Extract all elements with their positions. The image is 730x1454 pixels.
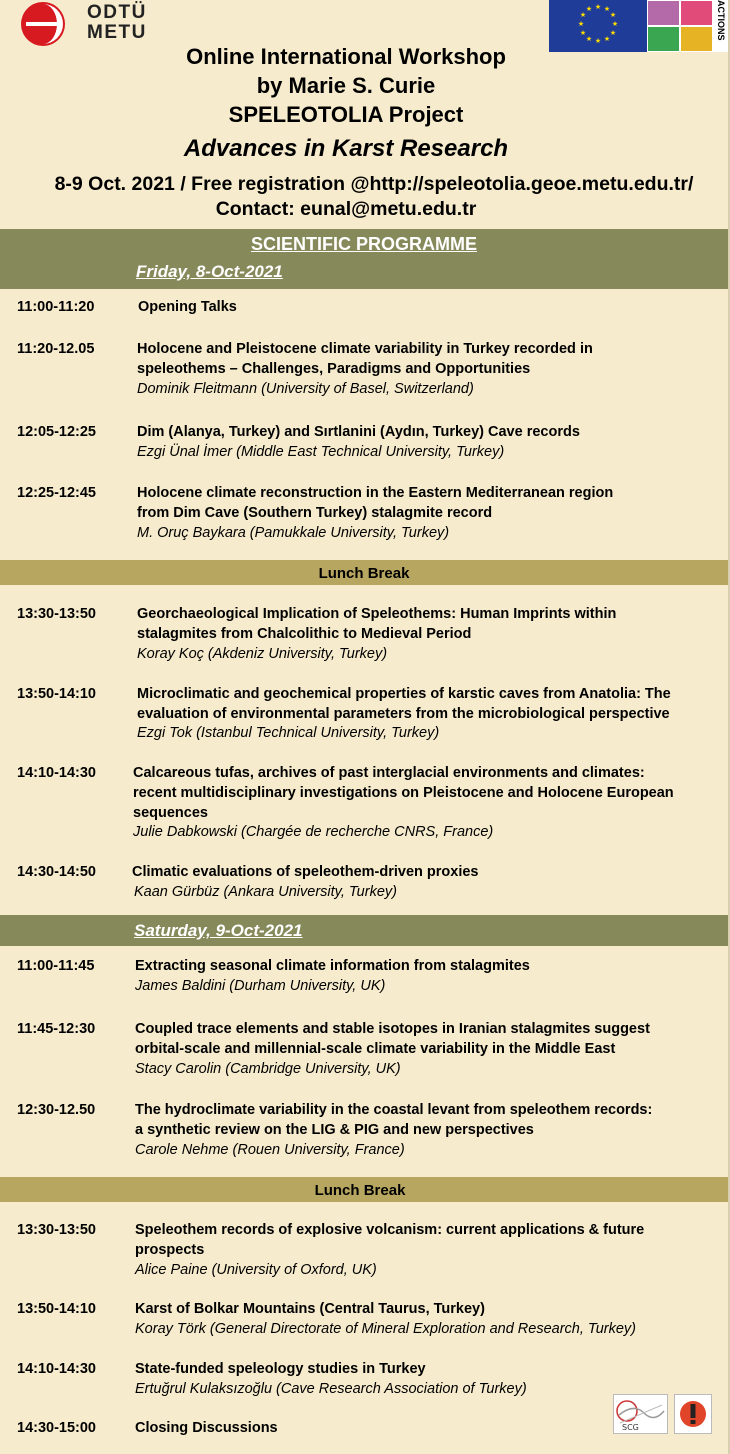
- session-speaker: Koray Törk (General Directorate of Mineral Exploration and Research, Turkey): [135, 1321, 636, 1337]
- session-title: speleothems – Challenges, Paradigms and Opportunities: [137, 361, 531, 377]
- title-line-1: Online International Workshop: [186, 44, 506, 69]
- session-title: State-funded speleology studies in Turkey: [135, 1361, 426, 1377]
- session-time: 12:30-12.50: [17, 1102, 96, 1118]
- session-title: sequences: [133, 805, 208, 821]
- logo-line-metu: METU: [87, 22, 147, 43]
- portrait-tile: [647, 0, 680, 26]
- session-title: Extracting seasonal climate information from stalagmites: [135, 958, 530, 974]
- day1-label: Friday, 8-Oct-2021: [136, 262, 283, 281]
- session-speaker: Ezgi Ünal İmer (Middle East Technical University, Turkey): [137, 444, 505, 460]
- scg-logo-icon: [614, 1395, 667, 1433]
- session-time: 13:30-13:50: [17, 606, 96, 622]
- session-speaker: Koray Koç (Akdeniz University, Turkey): [137, 646, 388, 662]
- session-title: Holocene climate reconstruction in the Eastern Mediterranean region: [137, 485, 614, 501]
- session-speaker: Julie Dabkowski (Chargée de recherche CNRS, France): [133, 824, 494, 840]
- logo-line-odtu: ODTÜ: [87, 2, 147, 23]
- session-time: 14:10-14:30: [17, 1361, 96, 1377]
- session-speaker: James Baldini (Durham University, UK): [135, 978, 386, 994]
- lunch-break-label: Lunch Break: [318, 565, 410, 582]
- svg-text:★: ★: [609, 11, 617, 19]
- programme-heading: SCIENTIFIC PROGRAMME: [250, 234, 477, 254]
- session-time: 12:05-12:25: [17, 424, 96, 440]
- svg-text:★: ★: [579, 29, 587, 37]
- subtitle: Advances in Karst Research: [183, 135, 509, 162]
- svg-text:★: ★: [594, 3, 602, 11]
- scg-logo: [613, 1394, 668, 1434]
- session-title: Closing Discussions: [135, 1420, 278, 1436]
- session-time: 14:30-14:50: [17, 864, 96, 880]
- session-title: Karst of Bolkar Mountains (Central Taurus, Turkey): [135, 1301, 485, 1317]
- metu-logo-text: [87, 3, 147, 43]
- session-speaker: Stacy Carolin (Cambridge University, UK): [135, 1061, 401, 1077]
- session-title: from Dim Cave (Southern Turkey) stalagmite record: [137, 505, 493, 521]
- svg-text:★: ★: [603, 5, 611, 13]
- session-time: 13:30-13:50: [17, 1222, 96, 1238]
- session-time: 11:00-11:20: [17, 299, 95, 315]
- session-title: evaluation of environmental parameters from the microbiological perspective: [137, 706, 670, 722]
- session-speaker: Kaan Gürbüz (Ankara University, Turkey): [134, 884, 397, 900]
- session-title: recent multidisciplinary investigations on Pleistocene and Holocene European: [133, 785, 674, 801]
- session-speaker: Ezgi Tok (Istanbul Technical University, Turkey): [137, 725, 440, 741]
- day2-band: [0, 915, 728, 946]
- svg-text:★: ★: [585, 5, 593, 13]
- session-title: Microclimatic and geochemical properties of karstic caves from Anatolia: The: [137, 686, 671, 702]
- info-line: 8-9 Oct. 2021 / Free registration @http://speleotolia.geoe.metu.edu.tr/: [54, 173, 694, 195]
- svg-text:★: ★: [603, 35, 611, 43]
- session-time: 14:30-15:00: [17, 1420, 96, 1436]
- contact-line: Contact: eunal@metu.edu.tr: [215, 198, 477, 220]
- session-title: Climatic evaluations of speleothem-driven proxies: [132, 864, 479, 880]
- session-title: Dim (Alanya, Turkey) and Sırtlanini (Aydın, Turkey) Cave records: [137, 424, 580, 440]
- session-title: orbital-scale and millennial-scale climate variability in the Middle East: [135, 1041, 616, 1057]
- svg-text:★: ★: [611, 20, 619, 28]
- session-speaker: Carole Nehme (Rouen University, France): [135, 1142, 405, 1158]
- session-speaker: M. Oruç Baykara (Pamukkale University, Turkey): [137, 525, 450, 541]
- session-time: 12:25-12:45: [17, 485, 96, 501]
- session-title: The hydroclimate variability in the coastal levant from speleothem records:: [135, 1102, 653, 1118]
- session-time: 14:10-14:30: [17, 765, 96, 781]
- session-title: Georchaeological Implication of Speleothems: Human Imprints within: [137, 606, 617, 622]
- session-time: 13:50-14:10: [17, 1301, 96, 1317]
- session-title: prospects: [135, 1242, 205, 1258]
- lunch-break-label: Lunch Break: [314, 1182, 406, 1199]
- svg-text:★: ★: [609, 29, 617, 37]
- title-line-2: by Marie S. Curie: [256, 73, 436, 98]
- svg-text:★: ★: [585, 35, 593, 43]
- svg-text:★: ★: [594, 37, 602, 45]
- society-logo-icon: [675, 1395, 711, 1433]
- session-title: Holocene and Pleistocene climate variability in Turkey recorded in: [137, 341, 593, 357]
- session-title: a synthetic review on the LIG & PIG and new perspectives: [135, 1122, 534, 1138]
- session-time: 13:50-14:10: [17, 686, 96, 702]
- svg-text:★: ★: [577, 20, 585, 28]
- svg-text:★: ★: [579, 11, 587, 19]
- session-time: 11:00-11:45: [17, 958, 95, 974]
- day2-label: Saturday, 9-Oct-2021: [134, 921, 303, 940]
- session-title: Calcareous tufas, archives of past interglacial environments and climates:: [133, 765, 645, 781]
- title-line-3: SPELEOTOLIA Project: [228, 102, 464, 127]
- portrait-tile: [680, 0, 713, 26]
- session-speaker: Dominik Fleitmann (University of Basel, Switzerland): [137, 381, 474, 397]
- session-title: Coupled trace elements and stable isotopes in Iranian stalagmites suggest: [135, 1021, 650, 1037]
- metu-logo-icon: [14, 1, 72, 47]
- session-speaker: Alice Paine (University of Oxford, UK): [135, 1262, 377, 1278]
- session-title: Speleothem records of explosive volcanism: current applications & future: [135, 1222, 645, 1238]
- session-speaker: Ertuğrul Kulaksızoğlu (Cave Research Association of Turkey): [135, 1381, 527, 1397]
- session-time: 11:20-12.05: [17, 341, 95, 357]
- society-logo: [674, 1394, 712, 1434]
- session-title: stalagmites from Chalcolithic to Medieval Period: [137, 626, 472, 642]
- session-title: Opening Talks: [138, 299, 237, 315]
- actions-label: ACTIONS: [713, 0, 728, 52]
- scg-label: SCG: [622, 1423, 639, 1432]
- session-time: 11:45-12:30: [17, 1021, 96, 1037]
